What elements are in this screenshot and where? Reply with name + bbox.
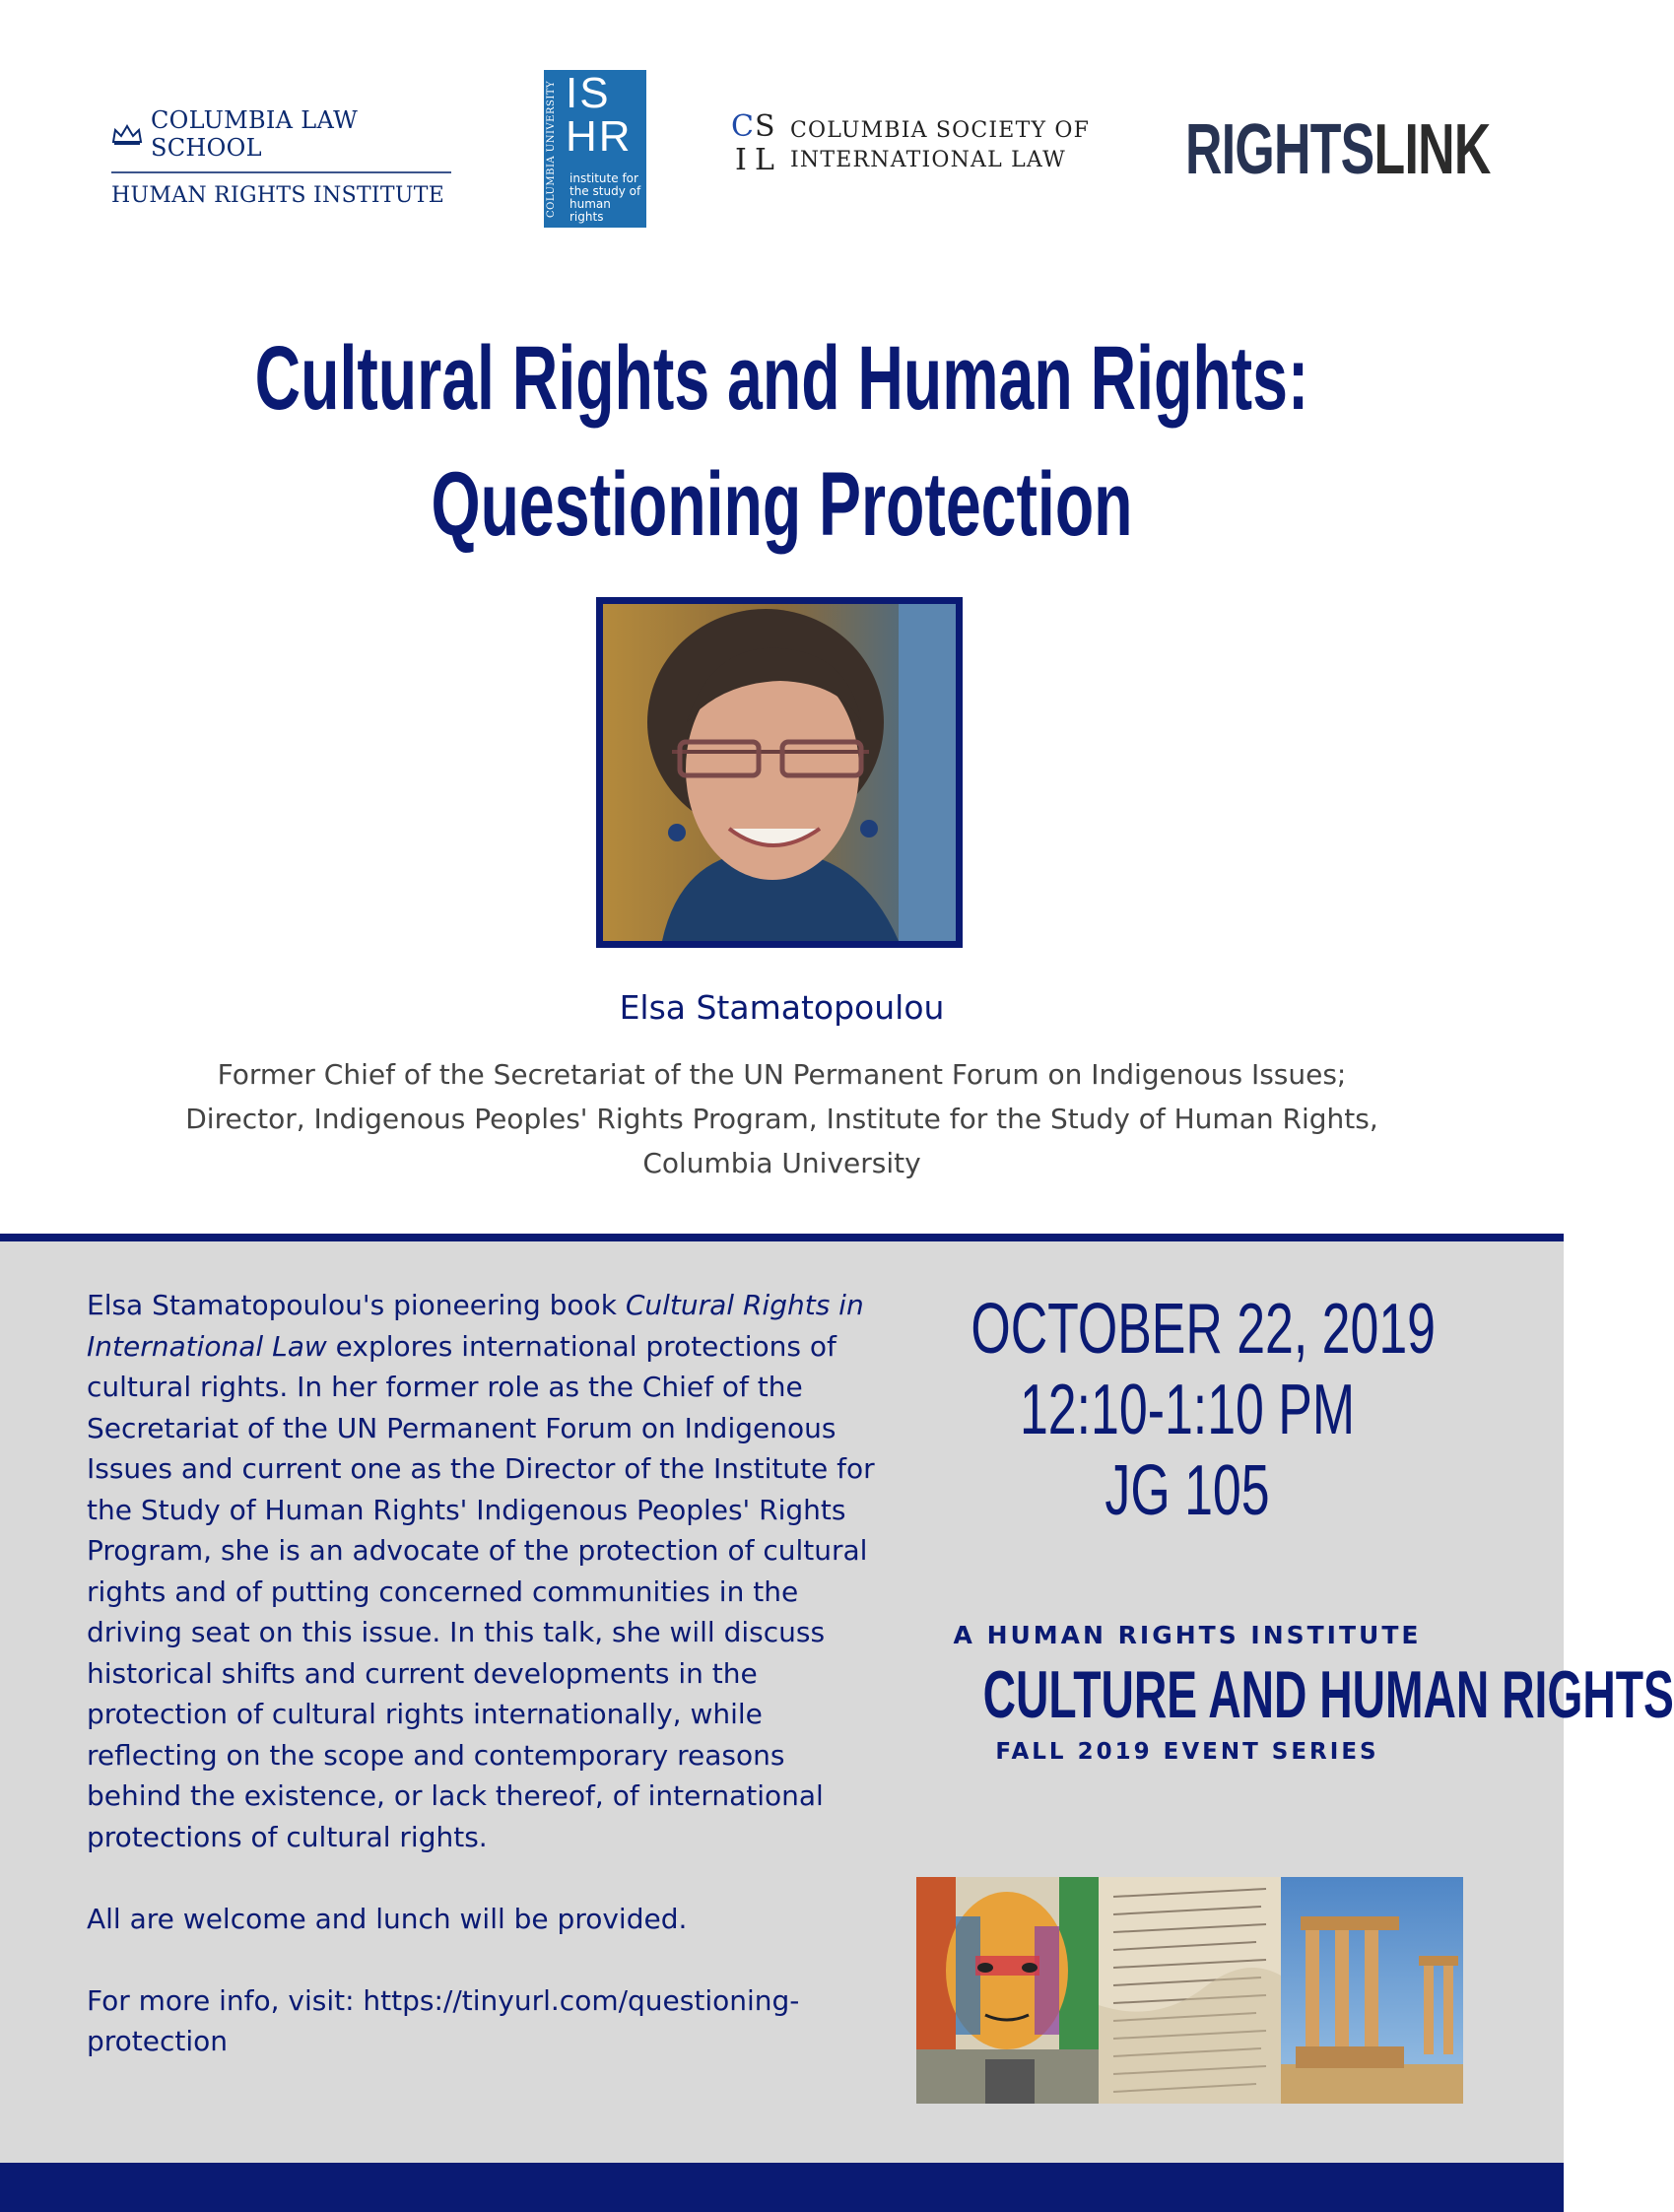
hri-name: HUMAN RIGHTS INSTITUTE [111,183,445,208]
speaker-photo [596,597,963,948]
rightslink-rights: RIGHTS [1185,110,1374,189]
ishr-letters: IS HR [566,69,633,161]
event-title [0,315,1564,568]
description-intro: Elsa Stamatopoulou's pioneering book [87,1289,626,1321]
manuscript-image [1099,1877,1281,2104]
speaker-name: Elsa Stamatopoulou [619,988,945,1027]
rightslink-logo [1185,110,1491,189]
mural-image [916,1877,1099,2104]
book-title: Cultural Rights in International Law [87,1289,864,1363]
welcome-text: All are welcome and lunch will be provided. [87,1902,688,1935]
event-details [887,1289,1488,1531]
series-image-collage [916,1877,1463,2104]
crown-icon [111,122,143,146]
csil-monogram: C S I L [731,109,775,177]
cls-name: COLUMBIA LAW SCHOOL [151,106,359,162]
ishr-side-text: COLUMBIA UNIVERSITY [546,80,557,218]
logo-divider [111,171,451,173]
more-info-text: For more info, visit: https://tinyurl.com/questioning-protection [87,1983,800,2057]
series-block [887,1616,1674,1770]
series-line-3: FALL 2019 EVENT SERIES [995,1739,1379,1765]
series-title: CULTURE AND HUMAN RIGHTS [982,1657,1674,1732]
csil-line2: INTERNATIONAL LAW [790,148,1066,172]
title-line-2: Questioning Protection [431,454,1133,555]
event-room: JG 105 [1105,1451,1270,1530]
csil-logo [731,109,1091,179]
event-description [87,1285,880,2103]
ishr-tagline: institute for the study of human rights [569,171,641,224]
rightslink-link: LINK [1373,110,1491,189]
description-body: explores international protections of cultural rights. In her former role as the Chief of the Secretariat of the UN Permanent Forum on Indigenous Issues and current one as the Director of the Institute for the Study of Human Rights' Indigenous Peoples' Rights Program, she is an advocate of the protection of cultural rights and of putting concerned communities in the driving seat on this issue. In this talk, she will discuss historical shifts and current developments in the protection of cultural rights internationally, while reflecting on the scope and contemporary reasons behind the existence, or lack thereof, of international protections of cultural rights. [87,1329,875,1853]
footer-bar [0,2163,1564,2212]
csil-line1: COLUMBIA SOCIETY OF [790,118,1091,143]
palmyra-ruins-image [1281,1877,1463,2104]
series-line-1: A HUMAN RIGHTS INSTITUTE [953,1621,1422,1649]
description-paragraph [87,1285,880,1857]
speaker-portrait-image [603,604,956,941]
event-date: OCTOBER 22, 2019 [971,1290,1436,1369]
ishr-logo [544,70,646,228]
event-time: 12:10-1:10 PM [1019,1371,1356,1449]
title-line-1: Cultural Rights and Human Rights: [254,328,1309,429]
speaker-bio: Former Chief of the Secretariat of the UN Permanent Forum on Indigenous Issues; Director, Indigenous Peoples' Rights Program, Institute for the Study of Human Rights, Columbia University [185,1058,1378,1179]
columbia-law-school-logo [111,106,451,208]
